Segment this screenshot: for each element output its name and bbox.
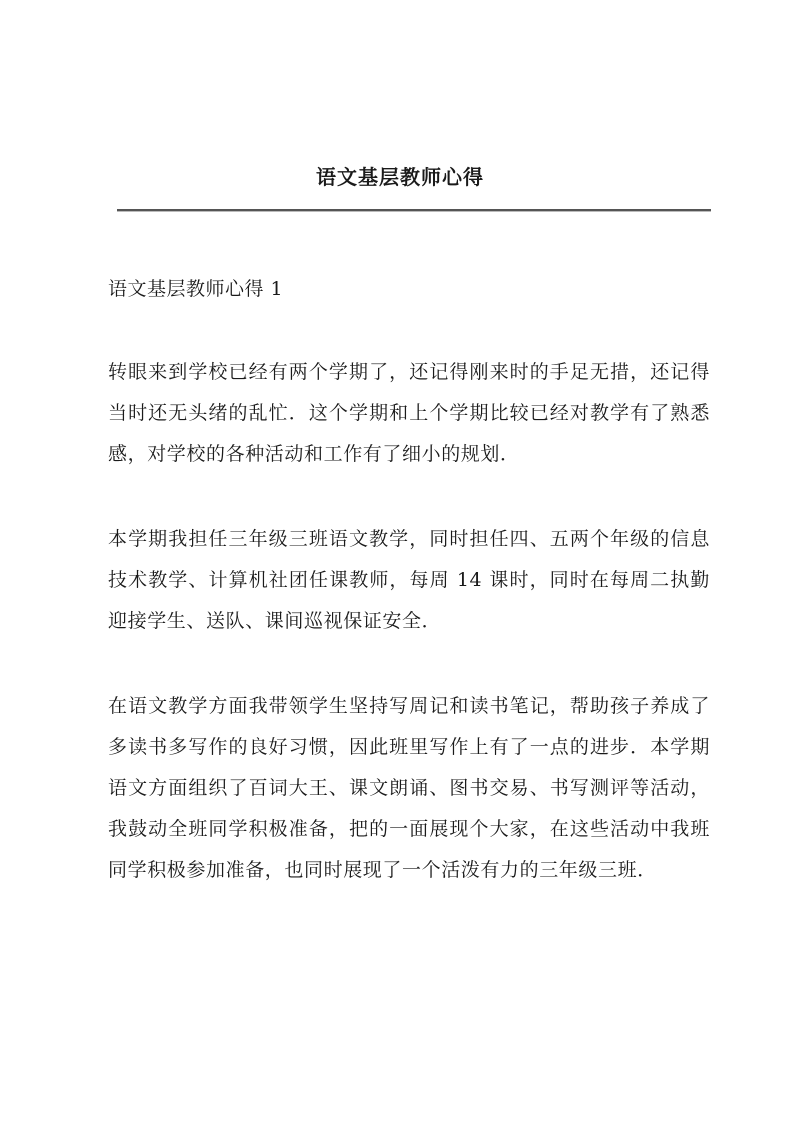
paragraph-2: 本学期我担任三年级三班语文教学，同时担任四、五两个年级的信息技术教学、计算机社团任课教师，每周 14 课时，同时在每周二执勤迎接学生、送队、课间巡视保证安全．: [108, 528, 710, 632]
section-heading: 语文基层教师心得 1: [108, 278, 284, 300]
document-title: 语文基层教师心得: [316, 165, 484, 189]
paragraph-3: 在语文教学方面我带领学生坚持写周记和读书笔记，帮助孩子养成了多读书多写作的良好习惯，因此班里写作上有了一点的进步．本学期语文方面组织了百词大王、课文朗诵、图书交易、书写测评等活动，我鼓动全班同学积极准备，把的一面展现个大家，在这些活动中我班同学积极参加准备，也同时展现了一个活泼有力的三年级三班．: [108, 695, 710, 881]
title-divider: [117, 209, 711, 212]
paragraph-1: 转眼来到学校已经有两个学期了，还记得刚来时的手足无措，还记得当时还无头绪的乱忙．这个学期和上个学期比较已经对教学有了熟悉感，对学校的各种活动和工作有了细小的规划．: [108, 361, 710, 465]
